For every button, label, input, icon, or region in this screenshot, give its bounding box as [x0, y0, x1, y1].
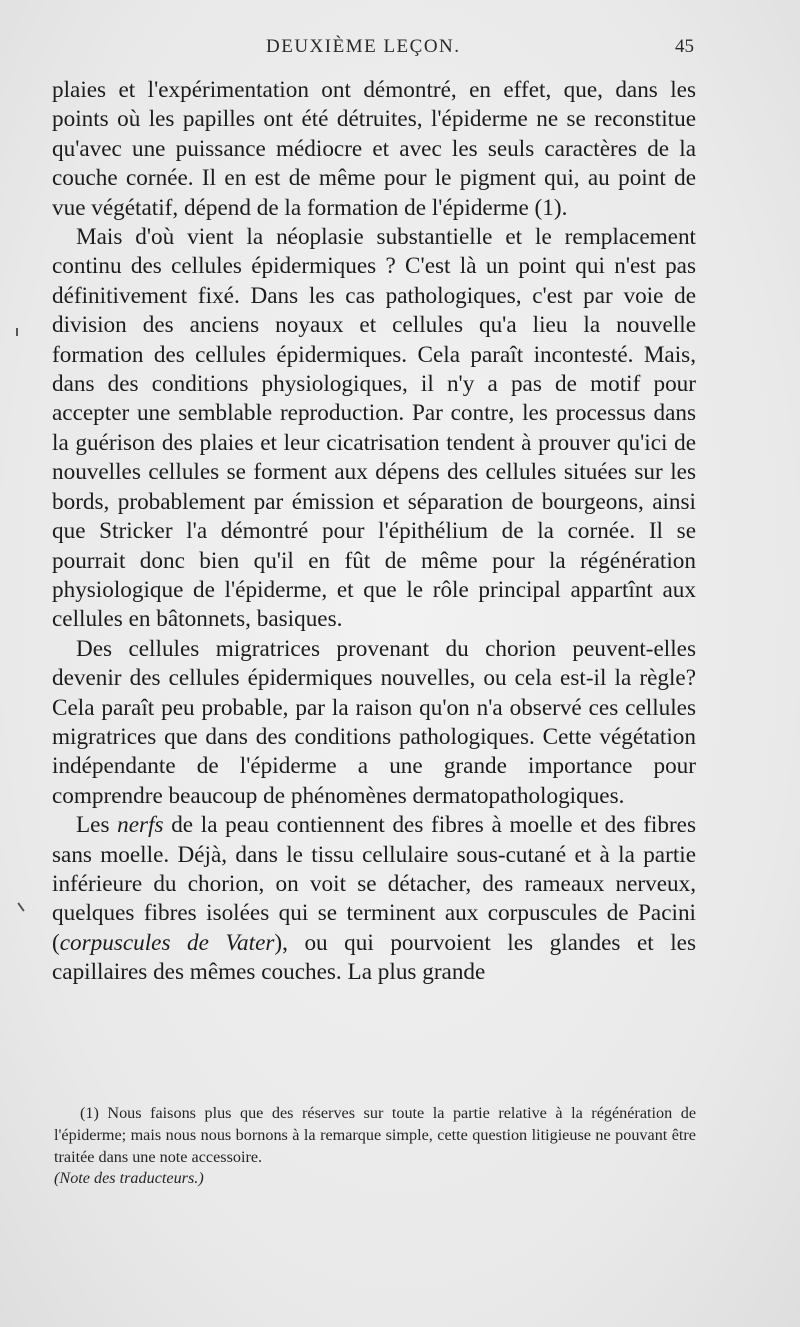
page-number: 45 — [675, 36, 694, 57]
body-text — [52, 76, 696, 988]
paragraph-4-italic-nerfs: nerfs — [117, 812, 164, 839]
paragraph-4 — [52, 811, 696, 987]
paragraph-2: Mais d'où vient la néoplasie substantielle et le remplacement continu des cellules épidermiques ? C'est là un point qui n'est pas définitivement fixé. Dans les cas pathologiques, c'est par voie de division des anciens noyaux et cellules qu'a lieu la nouvelle formation des cellules épidermiques. Cela paraît incontesté. Mais, dans des conditions physiologiques, il n'y a pas de motif pour accepter une semblable reproduction. Par contre, les processus dans la guérison des plaies et leur cicatrisation tendent à prouver qu'ici de nouvelles cellules se forment aux dépens des cellules situées sur les bords, probablement par émission et séparation de bourgeons, ainsi que Stricker l'a démontré pour l'épithélium de la cornée. Il se pourrait donc bien qu'il en fût de même pour la régénération physiologique de l'épiderme, et que le rôle principal appartînt aux cellules en bâtonnets, basiques. — [52, 224, 696, 633]
paragraph-3: Des cellules migratrices provenant du chorion peuvent-elles devenir des cellules épidermiques nouvelles, ou cela est-il la règle? Cela paraît peu probable, par la raison qu'on n'a observé ces cellules migratrices que dans des conditions pathologiques. Cette végétation indépendante de l'épiderme a une grande importance pour comprendre beaucoup de phénomènes dermatopathologiques. — [52, 635, 696, 809]
paragraph-4-italic-vater: corpuscules de Vater — [59, 929, 275, 956]
footnote-attribution: (Note des traducteurs.) — [54, 1169, 204, 1188]
paragraph-1: plaies et l'expérimentation ont démontré, en effet, que, dans les points où les papilles ont été détruites, l'épiderme ne se reconstitue qu'avec une puissance médiocre et avec les seuls caractères de la couche cornée. Il en est de même pour le pigment qui, au point de vue végétatif, dépend de la formation de l'épiderme (1). — [52, 77, 696, 221]
margin-mark — [17, 902, 24, 911]
footnote — [54, 1103, 696, 1190]
paragraph-4-lead: Les — [76, 812, 118, 839]
running-head: DEUXIÈME LEÇON. — [266, 36, 461, 57]
paragraph-4-middle: de la peau contiennent des fibres à moelle et des fibres sans moelle. Déjà, dans le tissu cellulaire sous-cutané et à la partie inférieure du chorion, on voit se détacher, des rameaux nerveux, quelques fibres isolées qui se terminent aux corpuscules de Pacini ( — [52, 812, 696, 956]
margin-mark — [16, 328, 18, 336]
footnote-text: (1) Nous faisons plus que des réserves sur toute la partie relative à la régénération de l'épiderme; mais nous nous bornons à la remarque simple, cette question litigieuse ne pouvant être traitée dans une note accessoire. — [54, 1104, 696, 1166]
paragraph-4-tail: ), ou qui pourvoient les glandes et les capillaires des mêmes couches. La plus grande — [52, 929, 696, 986]
